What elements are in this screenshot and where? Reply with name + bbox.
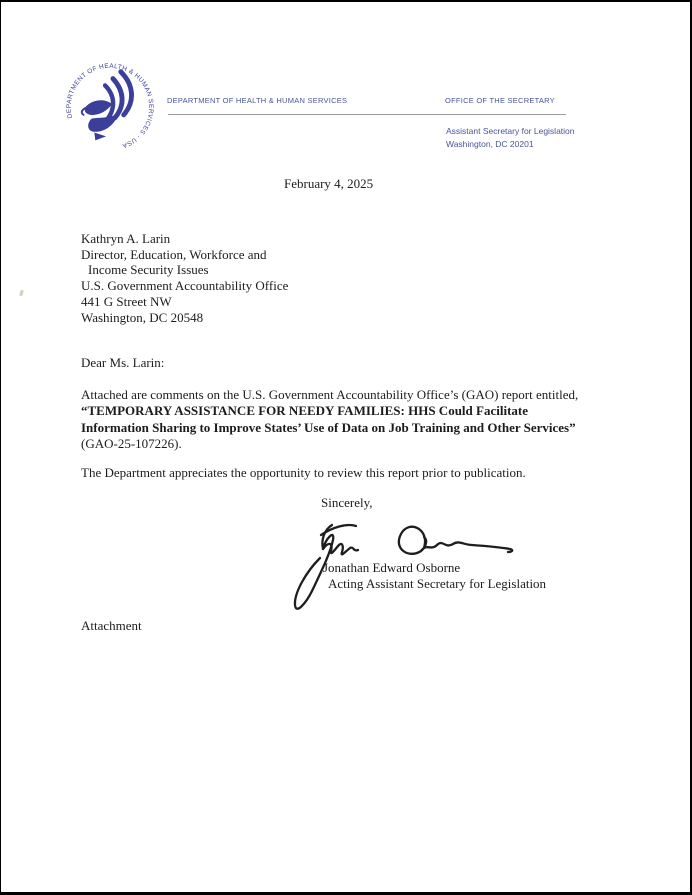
svg-text:DEPARTMENT OF HEALTH & HUMAN S bbox=[61, 58, 159, 156]
salutation: Dear Ms. Larin: bbox=[81, 355, 165, 370]
recipient-title-2: Income Security Issues bbox=[88, 262, 209, 278]
p1-report-title-line1: “TEMPORARY ASSISTANCE FOR NEEDY FAMILIES: HHS Could Facilitate bbox=[81, 403, 528, 419]
hhs-eagle-icon bbox=[61, 58, 159, 156]
letter-date: February 4, 2025 bbox=[284, 176, 374, 191]
recipient-street: 441 G Street NW bbox=[81, 293, 172, 309]
header-sub-office: Assistant Secretary for Legislation bbox=[446, 126, 575, 136]
p1-report-number: (GAO-25-107226). bbox=[81, 435, 182, 451]
p1-report-title-line2: Information Sharing to Improve States’ Use of Data on Job Training and Other Services” bbox=[81, 419, 576, 435]
recipient-org: U.S. Government Accountability Office bbox=[81, 278, 289, 294]
recipient-address bbox=[81, 231, 288, 325]
scan-artifact bbox=[19, 290, 24, 297]
body-paragraph-2: The Department appreciates the opportunity to review this report prior to publication. bbox=[81, 465, 526, 480]
p1-intro: Attached are comments on the U.S. Government Accountability Office’s (GAO) report entitled, bbox=[81, 387, 579, 402]
recipient-name: Kathryn A. Larin bbox=[81, 231, 171, 246]
body-paragraph-1 bbox=[81, 387, 626, 452]
attachment-note: Attachment bbox=[81, 618, 142, 633]
recipient-title-1: Director, Education, Workforce and bbox=[81, 246, 267, 262]
closing: Sincerely, bbox=[321, 495, 373, 510]
signer-name: Jonathan Edward Osborne bbox=[323, 560, 461, 575]
header-rule bbox=[168, 114, 566, 115]
recipient-city: Washington, DC 20548 bbox=[81, 309, 204, 325]
signer-title: Acting Assistant Secretary for Legislation bbox=[328, 576, 547, 591]
hhs-seal-logo bbox=[61, 58, 159, 156]
header-sub-block bbox=[446, 125, 575, 151]
header-department: DEPARTMENT OF HEALTH & HUMAN SERVICES bbox=[167, 96, 348, 105]
header-sub-address: Washington, DC 20201 bbox=[446, 139, 534, 149]
header-office: OFFICE OF THE SECRETARY bbox=[445, 96, 555, 105]
logo-circle-text: DEPARTMENT OF HEALTH & HUMAN SERVICES · USA bbox=[65, 62, 155, 150]
